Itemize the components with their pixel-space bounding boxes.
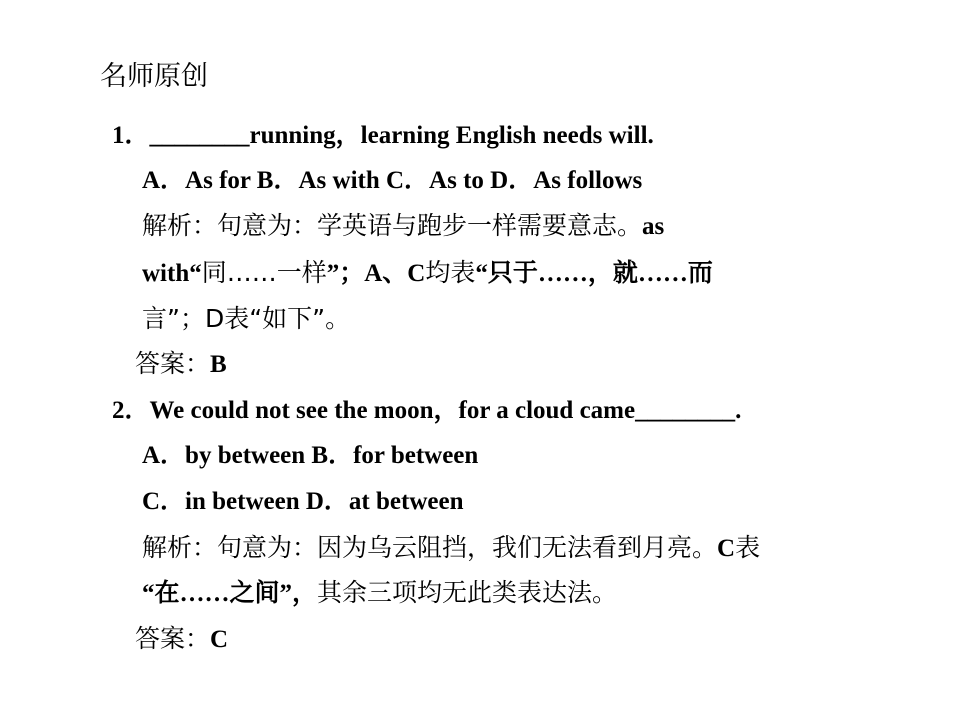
question-2-analysis-line-2 <box>142 578 617 609</box>
question-2-options-line-2: C．in between D．at between <box>142 488 464 515</box>
question-1-stem: 1．________running，learning English needs will. <box>112 122 654 149</box>
question-2-answer <box>135 624 228 655</box>
question-2-options-line-1: A．by between B．for between <box>142 442 479 469</box>
analysis-text: 言”；D <box>142 304 225 333</box>
analysis-text: 均表 <box>425 258 476 287</box>
analysis-text: 表 <box>735 533 761 562</box>
analysis-text: 解析：句意为：因为乌云阻挡，我们无法看到月亮。 <box>142 533 718 562</box>
question-2-analysis-line-1 <box>142 533 760 564</box>
answer-value: B <box>210 351 227 378</box>
answer-label: 答案： <box>135 624 211 653</box>
question-1-options: A．As for B．As with C．As to D．As follows <box>142 167 643 194</box>
slide-title: 名师原创 <box>100 61 208 92</box>
analysis-text: 同……一样 <box>201 258 327 287</box>
analysis-text: 表“如下”。 <box>224 304 351 333</box>
answer-label: 答案： <box>135 349 211 378</box>
analysis-text: “在……之间”， <box>142 580 318 607</box>
answer-value: C <box>210 626 229 653</box>
analysis-text: 解析：句意为：学英语与跑步一样需要意志。 <box>142 211 643 240</box>
analysis-text: as <box>642 213 665 240</box>
analysis-text: “只于……，就……而 <box>475 260 713 287</box>
question-2-stem: 2．We could not see the moon，for a cloud came________. <box>112 397 742 424</box>
question-1-analysis-line-3 <box>142 304 350 335</box>
analysis-text: with“ <box>142 260 202 287</box>
question-1-analysis-line-2 <box>142 258 713 289</box>
question-1-analysis-line-1 <box>142 211 664 242</box>
analysis-text: C <box>717 535 736 562</box>
analysis-text: ”；A、C <box>326 260 426 287</box>
analysis-text: 其余三项均无此类表达法。 <box>317 578 618 607</box>
question-1-answer <box>135 349 227 380</box>
